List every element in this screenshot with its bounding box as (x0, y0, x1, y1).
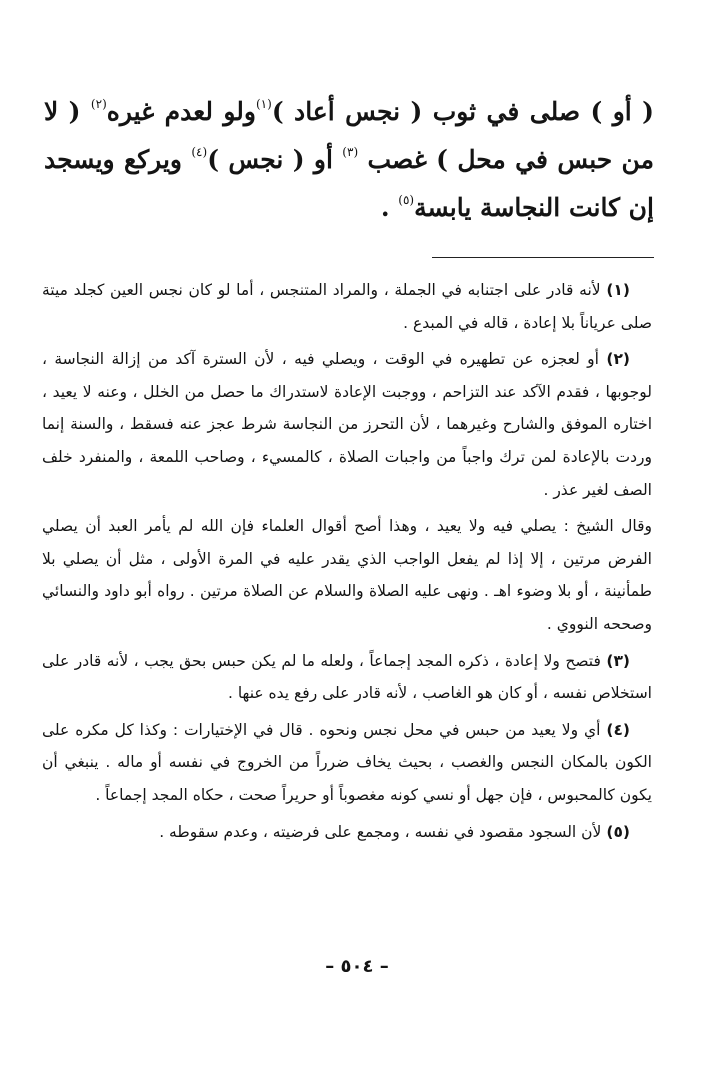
footnote-3 (42, 645, 652, 710)
main-text-segment: ويركع ويسجد إن كانت النجاسة يابسة (44, 145, 654, 222)
footnote-4 (42, 714, 652, 812)
footnote-ref-4[interactable]: (٤) (191, 145, 208, 159)
main-paragraph (44, 88, 654, 232)
main-text-segment: ( لا من حبس في محل ) غصب (44, 97, 654, 174)
page-number: – ٥٠٤ – (325, 956, 389, 977)
footnote-text: لأنه قادر على اجتنابه في الجملة ، والمراد المتنجس ، أما لو كان نجس العين كجلد ميتة صلى عرياناً بلا إعادة ، قاله في المبدع . (42, 281, 652, 332)
footnote-number: (٥) (606, 822, 630, 841)
footnote-5 (42, 816, 652, 849)
footnote-ref-3[interactable]: (٣) (342, 145, 359, 159)
footnote-number: (٢) (606, 350, 630, 369)
footnote-ref-5[interactable]: (٥) (398, 193, 415, 207)
footnote-text: لأن السجود مقصود في نفسه ، ومجمع على فرضيته ، وعدم سقوطه . (159, 822, 602, 841)
footnote-2-continued (42, 510, 652, 640)
footnote-text: فتصح ولا إعادة ، ذكره المجد إجماعاً ، ولعله ما لم يكن حبس بحق يجب ، لأنه قادر على استخلاص نفسه ، أو كان هو الغاصب ، لأنه قادر على رفع يده عنها . (42, 651, 652, 703)
footnote-1 (42, 274, 652, 339)
footnote-ref-1[interactable]: (١) (255, 97, 272, 111)
footnote-text: أو لعجزه عن تطهيره في الوقت ، ويصلي فيه ، لأن السترة آكد من إزالة النجاسة ، لوجوبها ، فقدم الآكد عند التزاحم ، ووجبت الإعادة لاستدراك ما حصل من الخلل ، وعنه لا يعيد ، اختاره الموفق والشارح وغيرهما ، لأن التحرز من النجاسة شرط عجز عنه فسقط ، والسنة إنما وردت بالإعادة لمن ترك واجباً من واجبات الصلاة ، كالمسيء ، وصاحب اللمعة ، والمنفرد خلف الصف لغير عذر . (42, 350, 652, 499)
footnote-ref-2[interactable]: (٢) (90, 97, 107, 111)
footnote-number: (٤) (606, 720, 630, 739)
footnote-text: وقال الشيخ : يصلي فيه ولا يعيد ، وهذا أصح أقوال العلماء فإن الله لم يأمر العبد أن يصلي الفرض مرتين ، إلا إذا لم يفعل الواجب الذي يقدر عليه في المرة الأولى ، مثل أن يصلي بلا طمأنينة ، أو بلا وضوء اهـ . ونهى عليه الصلاة والسلام عن الصلاة مرتين . رواه أبو داود والنسائي وصححه النووي . (42, 517, 652, 633)
footnote-text: أي ولا يعيد من حبس في محل نجس ونحوه . قال في الإختيارات : وكذا كل مكره على الكون بالمكان النجس والغصب ، بحيث يخاف ضرراً من الخروج في نفسه أو ماله . ينبغي أن يكون كالمحبوس ، فإن جهل أو نسي كونه مغصوباً أو حريراً صحت ، حكاه المجد إجماعاً . (42, 720, 652, 804)
main-text-segment: . (380, 193, 399, 222)
main-text-segment: ولو لعدم غيره (106, 97, 256, 126)
footnotes (42, 274, 652, 852)
footnote-divider (432, 257, 654, 258)
main-text (44, 88, 654, 232)
footnote-number: (٣) (606, 651, 630, 670)
main-text-segment: ( أو ) صلى في ثوب ( نجس أعاد ) (271, 97, 654, 126)
footnote-number: (١) (606, 281, 630, 299)
main-text-segment: أو ( نجس ) (207, 145, 343, 174)
footnote-2 (42, 343, 652, 506)
